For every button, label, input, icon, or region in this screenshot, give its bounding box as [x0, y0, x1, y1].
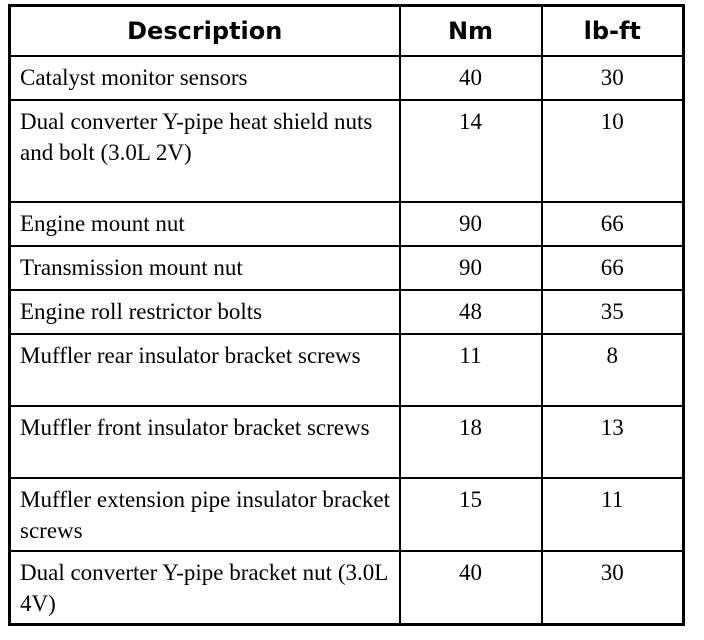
- cell-nm: 15: [400, 478, 542, 551]
- cell-nm: 40: [400, 56, 542, 100]
- cell-nm: 18: [400, 406, 542, 478]
- cell-lbft: 66: [542, 246, 684, 290]
- table-row: [10, 290, 684, 334]
- cell-lbft: 10: [542, 100, 684, 202]
- cell-lbft: 11: [542, 478, 684, 551]
- cell-nm: 48: [400, 290, 542, 334]
- header-lbft: lb-ft: [542, 6, 684, 57]
- cell-description: Transmission mount nut: [10, 246, 400, 290]
- cell-description: Catalyst monitor sensors: [10, 56, 400, 100]
- cell-nm: 11: [400, 334, 542, 406]
- cell-nm: 40: [400, 551, 542, 625]
- table-header-row: [10, 6, 684, 57]
- cell-description: Engine roll restrictor bolts: [10, 290, 400, 334]
- table-row: [10, 551, 684, 625]
- table-row: [10, 100, 684, 202]
- header-nm: Nm: [400, 6, 542, 57]
- cell-nm: 90: [400, 202, 542, 246]
- table-row: [10, 56, 684, 100]
- cell-nm: 14: [400, 100, 542, 202]
- table-row: [10, 202, 684, 246]
- cell-lbft: 30: [542, 551, 684, 625]
- cell-description: Engine mount nut: [10, 202, 400, 246]
- cell-description: Muffler front insulator bracket screws: [10, 406, 400, 478]
- cell-description: Dual converter Y-pipe heat shield nuts and bolt (3.0L 2V): [10, 100, 400, 202]
- cell-lbft: 30: [542, 56, 684, 100]
- cell-nm: 90: [400, 246, 542, 290]
- table-row: [10, 478, 684, 551]
- header-description: Description: [10, 6, 400, 57]
- cell-lbft: 8: [542, 334, 684, 406]
- table-row: [10, 246, 684, 290]
- cell-description: Muffler rear insulator bracket screws: [10, 334, 400, 406]
- table-row: [10, 334, 684, 406]
- cell-lbft: 13: [542, 406, 684, 478]
- cell-description: Muffler extension pipe insulator bracket screws: [10, 478, 400, 551]
- cell-lbft: 66: [542, 202, 684, 246]
- cell-description: Dual converter Y-pipe bracket nut (3.0L 4V): [10, 551, 400, 625]
- table-row: [10, 406, 684, 478]
- cell-lbft: 35: [542, 290, 684, 334]
- torque-spec-table: [8, 4, 685, 626]
